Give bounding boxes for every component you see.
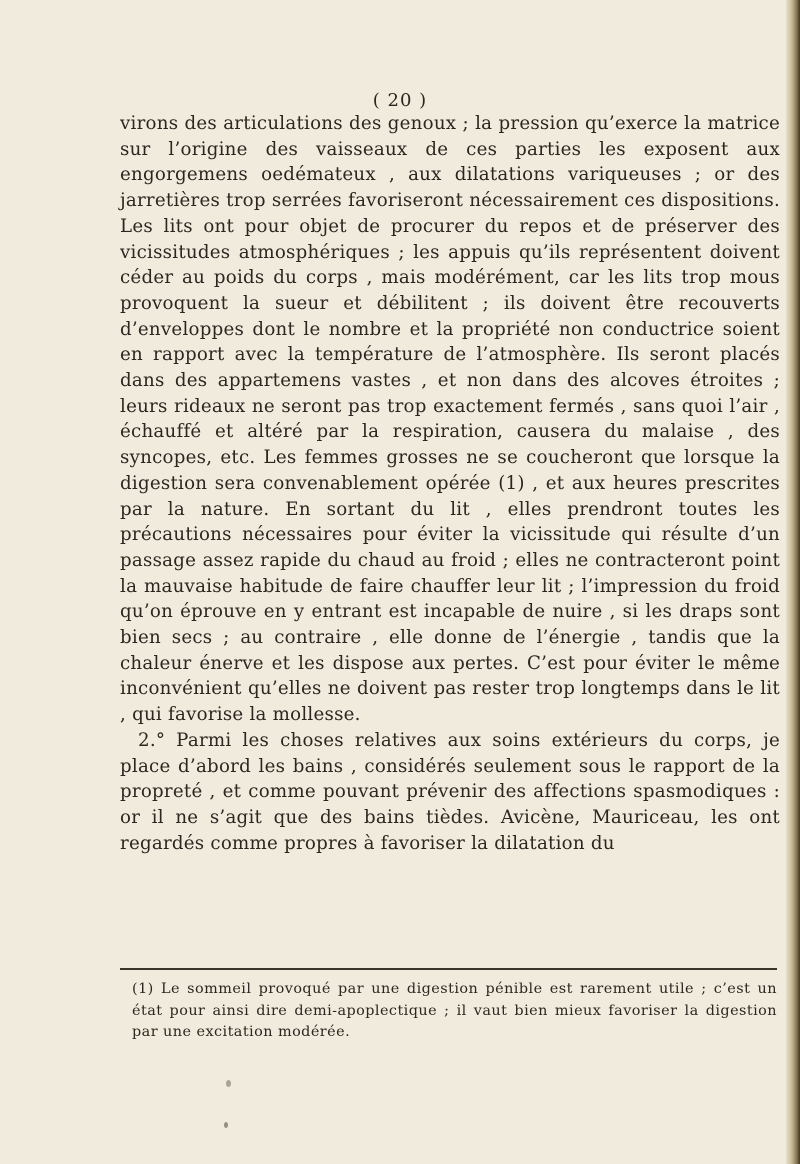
footnotes [132,979,777,1044]
page-edge-shadow [786,0,800,1164]
ink-spot [224,1122,228,1128]
paragraph: 2.° Parmi les choses relatives aux soins extérieurs du corps, je place d’abord les bains , considérés seulement sous le rapport de la propreté , et comme pouvant prévenir des affections spasmodiques : or il ne s’agit que des bains tièdes. Avicène, Mauriceau, les ont regardés comme propres à favoriser la dilatation du [120,729,780,854]
footnote: (1) Le sommeil provoqué par une digestion pénible est rarement utile ; c’est un état pour ainsi dire demi-apoplectique ; il vaut bien mieux favoriser la digestion par une excitation modérée. [132,981,777,1040]
page-number: ( 20 ) [372,90,428,111]
paragraph: virons des articulations des genoux ; la pression qu’exerce la matrice sur l’origine des vaisseaux de ces parties les exposent aux engorgemens oedémateux , aux dilatations variqueuses ; or des jarretières trop serrées favoriseront nécessairement ces dispositions. Les lits ont pour objet de procurer du repos et de préserver des vicissitudes atmosphériques ; les appuis qu’ils représentent doivent céder au poids du corps , mais modérément, car les lits trop mous provoquent la sueur et débilitent ; ils doivent être recouverts d’enveloppes dont le nombre et la propriété non conductrice soient en rapport avec la température de l’atmosphère. Ils seront placés dans des appartemens vastes , et non dans des alcoves étroites ; leurs rideaux ne seront pas trop exactement fermés , sans quoi l’air , échauffé et altéré par la respiration, causera du malaise , des syncopes, etc. Les femmes grosses ne se coucheront que lorsque la digestion sera convenablement opérée (1) , et aux heures prescrites par la nature. En sortant du lit , elles prendront toutes les précautions nécessaires pour éviter la vicissitude qui résulte d’un passage assez rapide du chaud au froid ; elles ne contracteront point la mauvaise habitude de faire chauffer leur lit ; l’impression du froid qu’on éprouve en y entrant est incapable de nuire , si les draps sont bien secs ; au contraire , elle donne de l’énergie , tandis que la chaleur énerve et les dispose aux pertes. C’est pour éviter le même inconvénient qu’elles ne doivent pas rester trop longtemps dans le lit , qui favorise la mollesse. [120,113,780,726]
ink-spot [226,1080,231,1087]
footnote-separator [120,968,777,970]
main-text [120,111,780,856]
